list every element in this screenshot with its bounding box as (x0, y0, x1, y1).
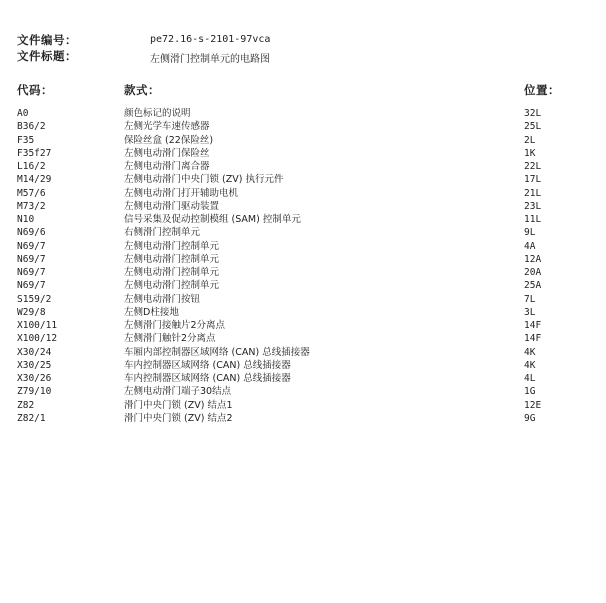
table-row (0, 372, 606, 385)
component-code: Z82/1 (17, 412, 46, 424)
table-row (0, 253, 606, 266)
component-description: 左侧电动滑门离合器 (124, 161, 210, 172)
component-code: N69/7 (17, 280, 46, 292)
column-header-code: 代码： (17, 83, 53, 97)
component-code: L16/2 (17, 161, 46, 172)
doc-title-value: 左侧滑门控制单元的电路图 (150, 54, 270, 65)
component-position: 9L (524, 227, 536, 239)
table-row (0, 147, 606, 160)
component-description: 信号采集及促动控制模组 (SAM) 控制单元 (124, 214, 301, 225)
component-description: 颜色标记的说明 (124, 108, 191, 119)
table-row (0, 306, 606, 319)
column-header-description: 款式： (124, 83, 160, 97)
component-description: 左侧电动滑门端子30结点 (124, 386, 232, 398)
table-row (0, 107, 606, 120)
component-description: 左侧D柱接地 (124, 306, 179, 318)
table-row (0, 293, 606, 306)
component-description: 左侧滑门接触片2分离点 (124, 320, 226, 331)
component-code: X30/24 (17, 346, 52, 358)
component-position: 7L (524, 293, 536, 305)
component-position: 4K (524, 346, 536, 358)
component-position: 1G (524, 386, 536, 398)
table-row (0, 160, 606, 173)
component-description: 左侧光学车速传感器 (124, 121, 210, 133)
component-code: M14/29 (17, 174, 52, 186)
table-row (0, 213, 606, 226)
table-row (0, 200, 606, 213)
component-code: F35f27 (17, 147, 52, 159)
doc-number-value: pe72.16-s-2101-97vca (150, 34, 271, 45)
table-row (0, 240, 606, 253)
component-code: N69/6 (17, 227, 46, 239)
component-code: N10 (17, 214, 35, 225)
component-description: 左侧电动滑门按钮 (124, 293, 201, 305)
component-code: M73/2 (17, 200, 46, 212)
component-code: B36/2 (17, 121, 46, 133)
component-code: N69/7 (17, 240, 46, 252)
component-position: 23L (524, 200, 542, 212)
component-description: 车内控制器区域网络 (CAN) 总线插接器 (124, 373, 291, 384)
table-row (0, 385, 606, 398)
component-position: 4L (524, 373, 536, 384)
component-position: 22L (524, 161, 542, 172)
component-code: X30/26 (17, 373, 52, 384)
component-position: 4A (524, 240, 536, 252)
component-position: 12E (524, 399, 542, 411)
component-position: 4K (524, 359, 536, 371)
column-header-position: 位置： (524, 83, 560, 97)
table-row (0, 266, 606, 279)
component-description: 左侧电动滑门打开辅助电机 (124, 187, 239, 199)
component-description: 左侧滑门触针2分离点 (124, 333, 216, 345)
component-code: N69/7 (17, 253, 46, 265)
component-position: 2L (524, 134, 536, 146)
table-row (0, 279, 606, 292)
component-position: 3L (524, 306, 536, 318)
table-row (0, 120, 606, 133)
component-code: X100/12 (17, 333, 58, 345)
component-description: 左侧电动滑门控制单元 (124, 253, 220, 265)
component-position: 25L (524, 121, 542, 133)
component-description: 车内控制器区域网络 (CAN) 总线插接器 (124, 359, 291, 371)
table-row (0, 226, 606, 239)
component-position: 17L (524, 174, 542, 186)
component-description: 滑门中央门锁 (ZV) 结点1 (124, 399, 233, 411)
component-code: N69/7 (17, 267, 46, 278)
component-description: 左侧电动滑门控制单元 (124, 267, 220, 278)
component-position: 32L (524, 108, 542, 119)
component-description: 左侧电动滑门驱动装置 (124, 200, 220, 212)
component-position: 9G (524, 412, 536, 424)
component-description: 滑门中央门锁 (ZV) 结点2 (124, 412, 233, 424)
table-row (0, 187, 606, 200)
table-row (0, 319, 606, 332)
component-table (0, 107, 606, 425)
component-description: 保险丝盒 (22保险丝) (124, 134, 214, 146)
component-description: 车厢内部控制器区域网络 (CAN) 总线插接器 (124, 346, 310, 358)
table-row (0, 359, 606, 372)
component-description: 左侧电动滑门控制单元 (124, 240, 220, 252)
component-code: Z82 (17, 399, 35, 411)
component-position: 14F (524, 320, 542, 331)
doc-title-label: 文件标题： (17, 49, 77, 63)
component-position: 12A (524, 253, 542, 265)
component-position: 14F (524, 333, 542, 345)
component-description: 左侧电动滑门保险丝 (124, 147, 210, 159)
component-position: 25A (524, 280, 542, 292)
component-description: 左侧电动滑门中央门锁 (ZV) 执行元件 (124, 174, 284, 186)
table-row (0, 346, 606, 359)
component-position: 20A (524, 267, 542, 278)
table-row (0, 173, 606, 186)
table-row (0, 134, 606, 147)
component-code: S159/2 (17, 293, 52, 305)
component-code: M57/6 (17, 187, 46, 199)
component-code: X30/25 (17, 359, 52, 371)
component-code: X100/11 (17, 320, 58, 331)
component-description: 右侧滑门控制单元 (124, 227, 201, 239)
component-code: A0 (17, 108, 29, 119)
table-row (0, 332, 606, 345)
component-code: F35 (17, 134, 35, 146)
component-description: 左侧电动滑门控制单元 (124, 280, 220, 292)
table-row (0, 399, 606, 412)
component-code: W29/8 (17, 306, 46, 318)
component-position: 11L (524, 214, 542, 225)
component-position: 1K (524, 147, 536, 159)
table-row (0, 412, 606, 425)
doc-number-label: 文件编号： (17, 33, 77, 47)
component-code: Z79/10 (17, 386, 52, 398)
component-position: 21L (524, 187, 542, 199)
